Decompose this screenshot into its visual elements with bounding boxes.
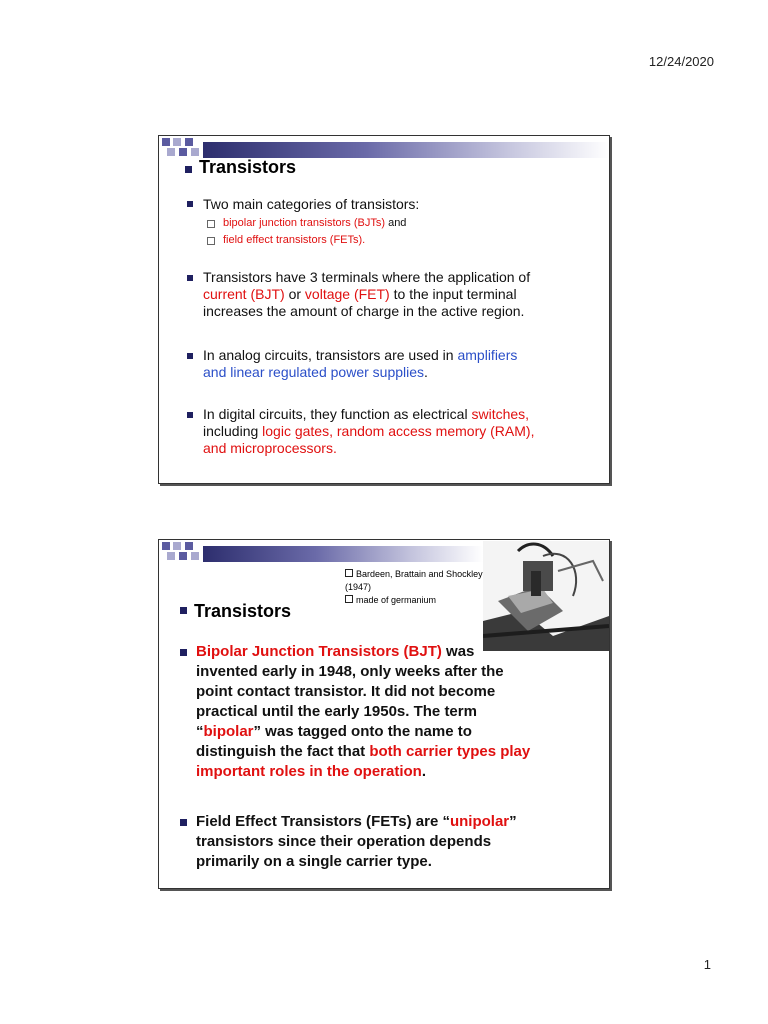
- bullet-icon: [180, 607, 187, 614]
- bullet-text: In analog circuits, transistors are used in amplifiers and linear regulated power supplies.: [203, 347, 518, 380]
- slide-1: [158, 135, 610, 484]
- bullet-text: In digital circuits, they function as electrical switches, including logic gates, random access memory (RAM), and microprocessors.: [203, 406, 535, 456]
- decorative-squares: [159, 136, 203, 166]
- bullet-text: Bipolar Junction Transistors (BJT) was invented early in 1948, only weeks after the point contact transistor. It did not become practical until the early 1950s. The term “bipolar” was tagged onto the name to distinguish the fact that both carrier types play important roles in the operation.: [196, 643, 531, 780]
- bullet-icon: [187, 353, 193, 359]
- bullet-icon: [180, 819, 187, 826]
- sub-bullet-text: bipolar junction transistors (BJTs) and: [223, 217, 407, 229]
- bullet-icon: [187, 201, 193, 207]
- sub-bullet-icon: [207, 220, 215, 228]
- slide-2: [158, 539, 610, 889]
- bullet-icon: [180, 649, 187, 656]
- bullet-text: Field Effect Transistors (FETs) are “unipolar” transistors since their operation depends primarily on a single carrier type.: [196, 813, 517, 870]
- bullet-text: Transistors have 3 terminals where the application of current (BJT) or voltage (FET) to the input terminal increases the amount of charge in the active region.: [203, 269, 531, 319]
- title-gradient-bar: [203, 546, 483, 562]
- page-number: 1: [703, 957, 711, 972]
- photo-caption: Bardeen, Brattain and Shockley (1947) made of germanium: [345, 569, 483, 605]
- sub-bullet-icon: [207, 237, 215, 245]
- bullet-icon: [187, 412, 193, 418]
- transistor-photo: [483, 541, 609, 651]
- checkbox-bullet-icon: [345, 569, 353, 577]
- bullet-icon: [187, 275, 193, 281]
- title-gradient-bar: [203, 142, 609, 158]
- bullet-icon: [185, 166, 192, 173]
- sub-bullet-text: field effect transistors (FETs).: [223, 234, 366, 246]
- decorative-squares: [159, 540, 203, 570]
- bullet-text: Two main categories of transistors:: [203, 196, 420, 212]
- checkbox-bullet-icon: [345, 595, 353, 603]
- slide-title: Transistors: [199, 157, 297, 177]
- document-date: 12/24/2020: [648, 54, 714, 69]
- slide-title: Transistors: [194, 601, 292, 621]
